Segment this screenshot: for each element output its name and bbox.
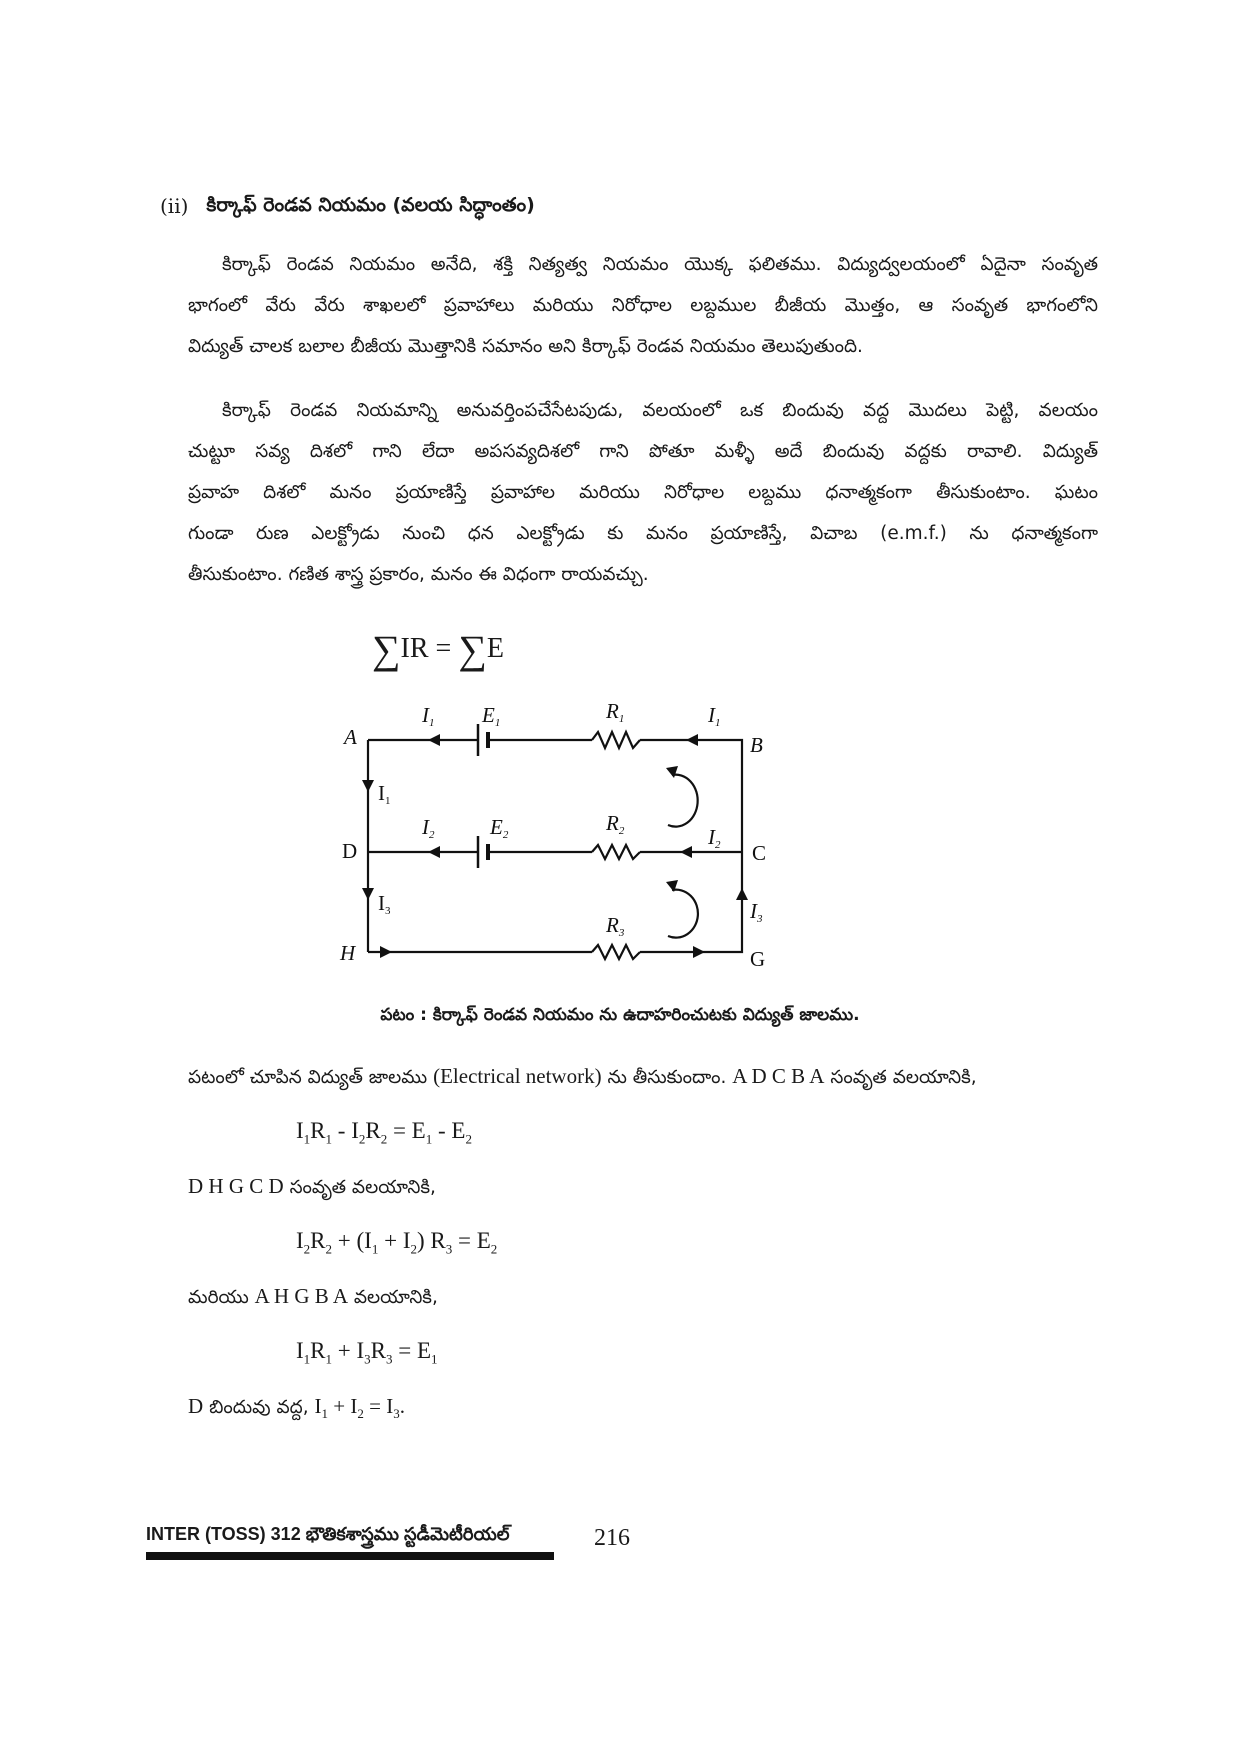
intro-suffix: ను తీసుకుందాం. [607,1067,727,1088]
label-i1-right: I1 [708,703,721,729]
loop2-suffix: సంవృత వలయానికి, [289,1177,436,1198]
arrow-top-left [428,734,440,746]
component-labels [378,700,763,939]
label-i3-right: I3 [750,899,763,925]
wire-top-right [640,740,742,852]
arrow-right-lower [736,888,748,900]
equation-4: $I_1 + I_2 = I_3$. [314,1394,405,1422]
label-e2: E2 [490,815,509,841]
label-i3-left: I3 [378,891,391,917]
paragraph-line: ప్రవాహ దిశలో మనం ప్రయాణిస్తే ప్రవాహాల మరియు నిరోధాల లబ్దము ధనాత్మకంగా తీసుకుంటాం. ఘటం [188,482,1098,503]
resistor-r1 [592,732,640,748]
equation-2: $I_2R_2 + (I_1 + I_2) R_3 = E_2$ [296,1228,498,1257]
paragraph-line: గుండా రుణ ఎలక్ట్రోడు నుంచి ధన ఎలక్ట్రోడు కు మనం ప్రయాణిస్తే, విచాబ (e.m.f.) ను ధనాత్మకంగా [188,523,1098,544]
loop2-line [188,1174,436,1202]
loop3-line [188,1284,438,1312]
label-i1-left: I1 [378,781,391,807]
loop1-name: A D C B A [732,1064,825,1088]
resistor-r3 [592,945,640,959]
label-r2: R2 [606,811,625,837]
loop3-prefix: మరియు [188,1287,249,1308]
label-e1: E1 [482,703,501,729]
loop3-name: A H G B A [254,1284,348,1308]
paragraph-2 [188,390,1098,595]
paragraph-line: చుట్టూ సవ్య దిశలో గాని లేదా అపసవ్యదిశలో గాని పోతూ మళ్ళీ అదే బిందువు వద్దకు రావాలి. విద్యుత్ [188,441,1098,462]
equation-1: $I_1R_1 - I_2R_2 = E_1 - E_2$ [296,1118,472,1147]
paragraph-line: విద్యుత్ చాలక బలాల బీజీయ మొత్తానికి సమానం అని కిర్కాఫ్ రెండవ నియమం తెలుపుతుంది. [188,336,863,357]
page-number: 216 [594,1525,630,1551]
circuit-wires [368,732,742,959]
section-heading [160,194,535,221]
paragraph-line: తీసుకుంటాం. గణిత శాస్త్ర ప్రకారం, మనం ఈ విధంగా రాయవచ్చు. [188,564,649,585]
arrow-mid-right [680,846,692,858]
sigma-symbol: ∑ [372,627,401,672]
paragraph-line: భాగంలో వేరు వేరు శాఖలలో ప్రవాహాలు మరియు నిరోధాల లబ్దముల బీజీయ మొత్తం, ఆ సంవృత భాగంలోని [188,295,1098,316]
formula-left: IR = [400,633,452,664]
paragraph-1 [188,244,1098,367]
paragraph-line: కిర్కాఫ్ రెండవ నియమాన్ని అనువర్తింపచేసేటపుడు, వలయంలో ఒక బిందువు వద్ద మొదలు పెట్టి, వలయం [222,400,1098,421]
footer-rule [146,1552,554,1560]
node-h: H [340,941,356,965]
loop3-suffix: వలయానికి, [353,1287,438,1308]
arrow-top-right [686,734,698,746]
arrow-mid-left [428,846,440,858]
point-prefix: D [188,1394,204,1418]
cells [478,724,488,868]
node-d: D [342,839,358,863]
resistor-r2 [592,845,640,859]
loop-arrow-lower [668,890,698,938]
node-labels [339,725,766,971]
section-title: కిర్కాఫ్ రెండవ నియమం (వలయ సిద్ధాంతం) [206,194,535,216]
circuit-diagram [330,700,790,975]
node-a: A [344,725,357,749]
point-text: బిందువు వద్ద, [209,1397,309,1418]
arrow-left-upper [362,780,374,792]
wire-bottom-right [640,852,742,952]
node-b: B [750,733,763,757]
intro-prefix: పటంలో చూపిన విద్యుత్ జాలము [188,1067,428,1088]
formula-right: E [486,633,504,664]
current-arrows [362,734,748,958]
label-i2-right: I2 [708,825,721,851]
loop-arrowhead-upper [666,766,678,778]
node-g: G [750,947,766,971]
intro-line [188,1064,977,1092]
kirchhoff-formula [372,626,504,673]
section-number: (ii) [160,194,189,218]
intro-latin: (Electrical network) [433,1064,602,1088]
node-c: C [752,841,767,865]
paragraph-line: కిర్కాఫ్ రెండవ నియమం అనేది, శక్తి నిత్యత్వ నియమం యొక్క ఫలితము. విద్యుద్వలయంలో ఏదైనా సంవృత [222,254,1098,275]
loop1-suffix: సంవృత వలయానికి, [830,1067,977,1088]
figure-caption: పటం : కిర్కాఫ్ రెండవ నియమం ను ఉదాహరించుటకు విద్యుత్ జాలము. [380,1005,860,1025]
loop2-name: D H G C D [188,1174,284,1198]
footer-title: INTER (TOSS) 312 భౌతికశాస్త్రము స్టడీమెటీరియల్ [146,1524,510,1544]
arrow-left-lower [362,888,374,900]
label-r3: R3 [606,913,625,939]
label-i2-left: I2 [422,815,435,841]
equation-3: $I_1R_1 + I_3R_3 = E_1$ [296,1338,438,1367]
junction-line [188,1394,405,1422]
label-i1-top: I1 [422,703,435,729]
sigma-symbol: ∑ [458,627,487,672]
arrow-bottom-left [380,946,392,958]
label-r1: R1 [606,700,625,725]
arrow-bottom-right [693,946,705,958]
loop-arrow-upper [668,775,698,827]
